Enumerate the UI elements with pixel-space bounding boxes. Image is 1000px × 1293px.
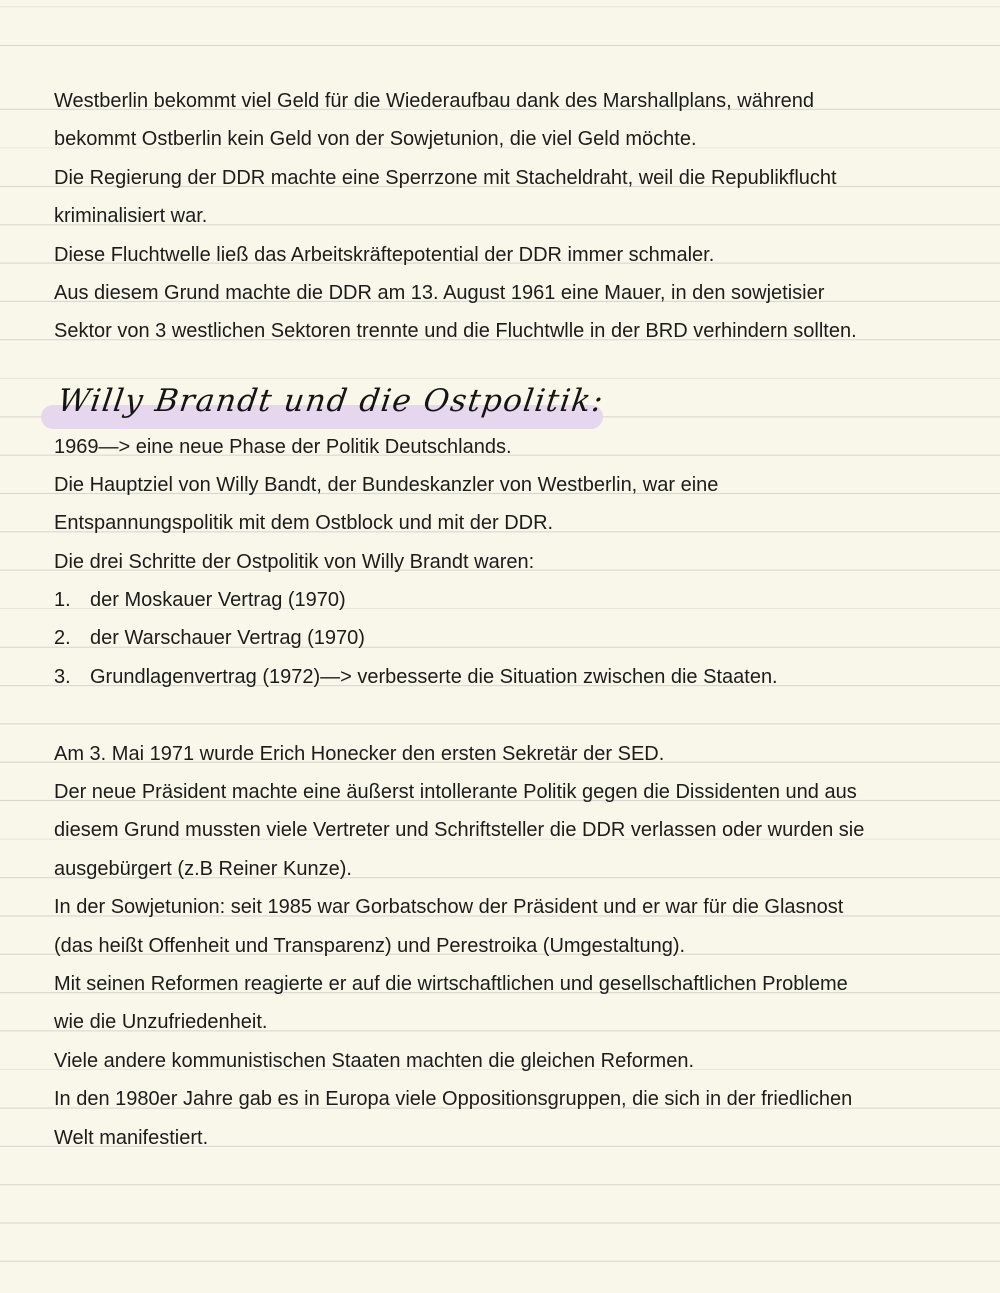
notebook-page xyxy=(54,82,954,1157)
text-line: Aus diesem Grund machte die DDR am 13. August 1961 eine Mauer, in den sowjetisier xyxy=(54,281,825,304)
text-line: 1969—> eine neue Phase der Politik Deutschlands. xyxy=(54,435,512,458)
section-heading: Willy Brandt und die Ostpolitik: xyxy=(55,383,607,420)
text-line: Westberlin bekommt viel Geld für die Wiederaufbau dank des Marshallplans, während xyxy=(54,90,815,112)
list-number: 2. xyxy=(54,627,71,650)
text-line: diesem Grund mussten viele Vertreter und Schriftsteller die DDR verlassen oder wurden sie xyxy=(54,819,865,842)
text-line: Entspannungspolitik mit dem Ostblock und mit der DDR. xyxy=(54,512,554,535)
text-line: Sektor von 3 westlichen Sektoren trennte und die Fluchtwlle in der BRD verhindern sollten. xyxy=(54,320,857,343)
text-line: Am 3. Mai 1971 wurde Erich Honecker den ersten Sekretär der SED. xyxy=(54,742,665,765)
ostpolitik-paragraph xyxy=(54,428,954,582)
text-line: Die Hauptziel von Willy Bandt, der Bundeskanzler von Westberlin, war eine xyxy=(54,473,719,496)
list-text: Grundlagenvertrag (1972)—> verbesserte die Situation zwischen die Staaten. xyxy=(90,665,778,688)
text-line: wie die Unzufriedenheit. xyxy=(54,1011,268,1034)
blank-line xyxy=(54,696,954,734)
text-line: Mit seinen Reformen reagierte er auf die wirtschaftlichen und gesellschaftlichen Probleme xyxy=(54,972,848,995)
text-line: Der neue Präsident machte eine äußerst intollerante Politik gegen die Dissidenten und aus xyxy=(54,781,857,804)
text-line: In der Sowjetunion: seit 1985 war Gorbatschow der Präsident und er war für die Glasnost xyxy=(54,896,844,919)
list-text: der Warschauer Vertrag (1970) xyxy=(90,627,365,650)
steps-list xyxy=(54,581,954,696)
list-number: 1. xyxy=(54,589,71,612)
text-line: Welt manifestiert. xyxy=(54,1126,209,1149)
list-number: 3. xyxy=(54,665,71,688)
text-line: ausgebürgert (z.B Reiner Kunze). xyxy=(54,857,352,880)
intro-paragraph xyxy=(54,82,954,351)
list-item xyxy=(54,581,954,619)
text-line: (das heißt Offenheit und Transparenz) und Perestroika (Umgestaltung). xyxy=(54,934,686,957)
text-line: Die drei Schritte der Ostpolitik von Willy Brandt waren: xyxy=(54,550,535,573)
text-line: Diese Fluchtwelle ließ das Arbeitskräftepotential der DDR immer schmaler. xyxy=(54,243,715,266)
text-line: bekommt Ostberlin kein Geld von der Sowjetunion, die viel Geld möchte. xyxy=(54,128,697,151)
section-heading-row xyxy=(54,383,954,427)
list-item xyxy=(54,619,954,657)
text-line: Viele andere kommunistischen Staaten machten die gleichen Reformen. xyxy=(54,1049,694,1072)
list-item xyxy=(54,658,954,696)
text-line: kriminalisiert war. xyxy=(54,205,208,228)
list-text: der Moskauer Vertrag (1970) xyxy=(90,589,346,612)
text-line: Die Regierung der DDR machte eine Sperrzone mit Stacheldraht, weil die Republikflucht xyxy=(54,166,837,189)
closing-paragraph xyxy=(54,735,954,1157)
text-line: In den 1980er Jahre gab es in Europa viele Oppositionsgruppen, die sich in der friedlichen xyxy=(54,1088,853,1111)
